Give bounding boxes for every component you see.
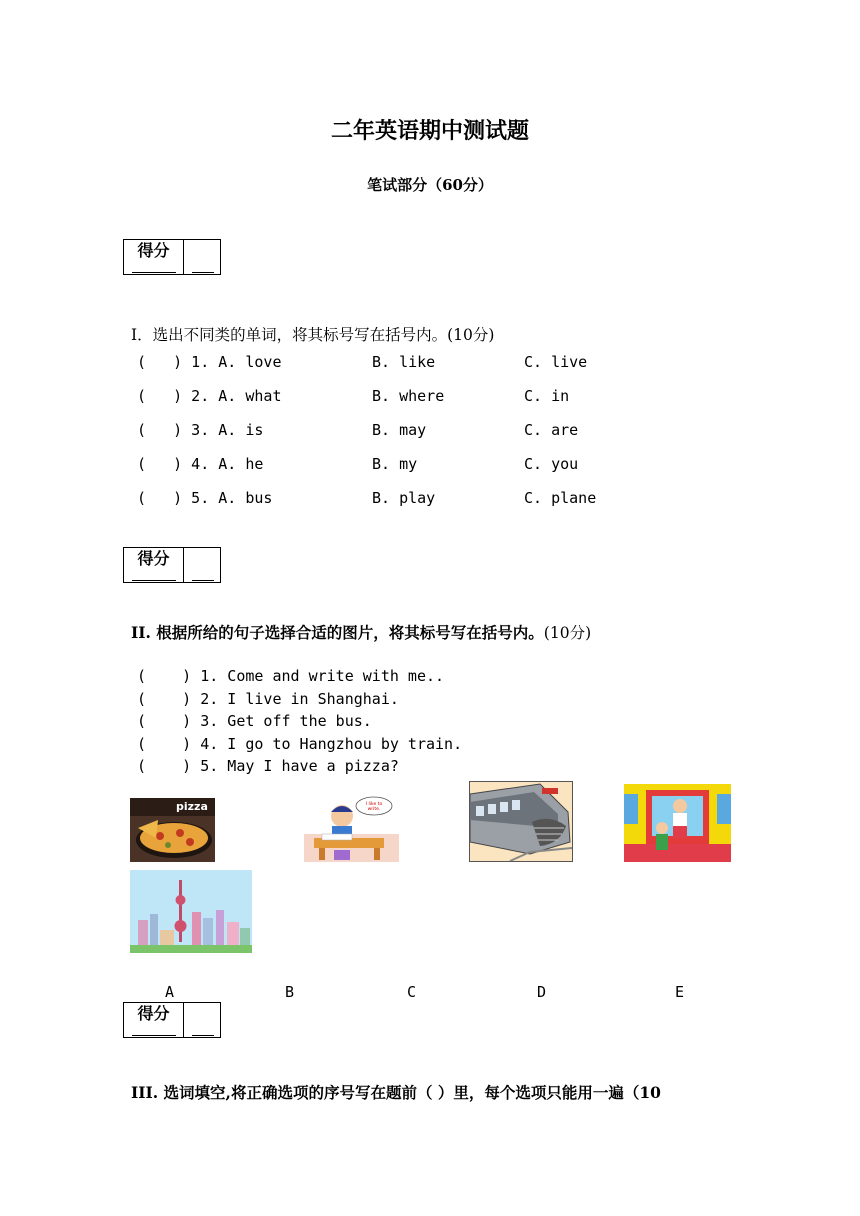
score-box	[123, 1002, 221, 1038]
score-underline	[132, 580, 176, 581]
list-item: ( ) 5. May I have a pizza?	[137, 757, 399, 775]
pizza-label: pizza	[176, 800, 208, 813]
option-c: C. in	[524, 387, 570, 405]
score-box	[123, 547, 221, 583]
question-row: ( ) 4. A. he	[137, 455, 264, 473]
train-image	[469, 781, 573, 862]
picture-letter-b: B	[285, 983, 295, 1001]
list-item: ( ) 4. I go to Hangzhou by train.	[137, 735, 463, 753]
option-c: C. live	[524, 353, 588, 371]
section-2-heading	[131, 621, 591, 643]
score-underline	[132, 1035, 176, 1036]
question-row: ( ) 2. A. what	[137, 387, 282, 405]
list-item: ( ) 1. Come and write with me..	[137, 667, 445, 685]
question-row: ( ) 5. A. bus	[137, 489, 273, 507]
score-underline	[192, 580, 214, 581]
score-underline	[132, 272, 176, 273]
shanghai-skyline-image	[130, 870, 252, 953]
section-1-heading: I．选出不同类的单词，将其标号写在括号内。(10分)	[131, 326, 495, 344]
page-subtitle: 笔试部分（60分）	[367, 176, 493, 194]
score-underline	[192, 1035, 214, 1036]
pizza-image	[130, 798, 215, 862]
boy-writing-image	[304, 794, 399, 862]
list-item: ( ) 3. Get off the bus.	[137, 712, 372, 730]
option-c: C. you	[524, 455, 579, 473]
score-label: 得分	[124, 1003, 184, 1038]
option-c: C. are	[524, 421, 579, 439]
option-b: B. play	[372, 489, 436, 507]
picture-letter-c: C	[407, 983, 417, 1001]
page-title: 二年英语期中测试题	[330, 118, 529, 144]
picture-letter-a: A	[165, 983, 175, 1001]
section-2-heading-bold: II. 根据所给的句子选择合适的图片，将其标号写在括号内。	[131, 623, 544, 642]
picture-letter-e: E	[675, 983, 685, 1001]
question-row: ( ) 1. A. love	[137, 353, 282, 371]
option-c: C. plane	[524, 489, 597, 507]
bus-door-image	[624, 784, 731, 862]
speech-bubble-text: I like to write.	[365, 802, 383, 812]
picture-letter-d: D	[537, 983, 547, 1001]
question-row: ( ) 3. A. is	[137, 421, 264, 439]
score-box	[123, 239, 221, 275]
option-b: B. where	[372, 387, 445, 405]
option-b: B. like	[372, 353, 436, 371]
option-b: B. may	[372, 421, 427, 439]
score-label: 得分	[124, 548, 184, 583]
list-item: ( ) 2. I live in Shanghai.	[137, 690, 399, 708]
section-2-heading-points: (10分)	[543, 624, 592, 642]
score-underline	[192, 272, 214, 273]
option-b: B. my	[372, 455, 418, 473]
section-3-heading: III. 选词填空,将正确选项的序号写在题前（ ）里，每个选项只能用一遍（10	[131, 1083, 661, 1102]
score-label: 得分	[124, 240, 184, 275]
